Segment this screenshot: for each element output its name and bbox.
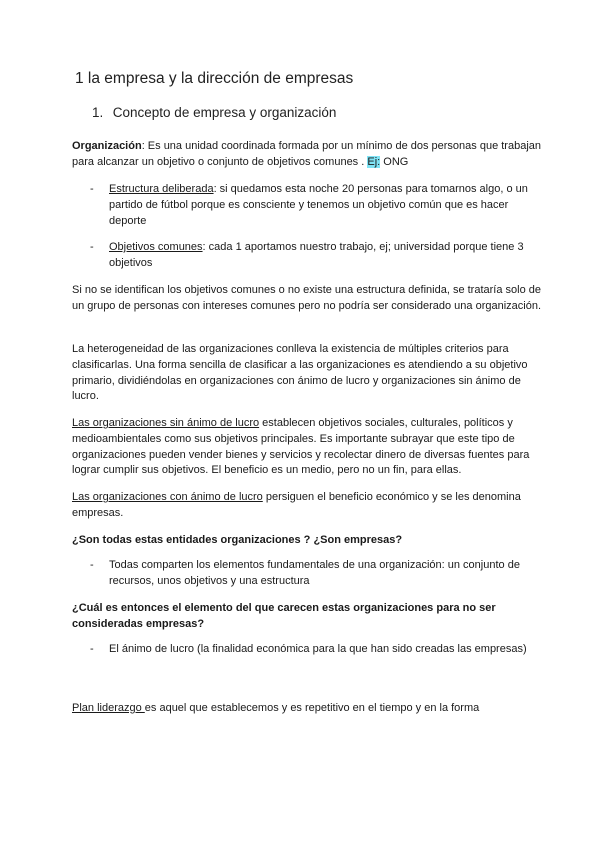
- con-lucro-term: Las organizaciones con ánimo de lucro: [72, 491, 263, 503]
- con-lucro-text: persiguen el beneficio económico y se les denomina empresas.: [72, 491, 521, 519]
- heading-2-number: 1.: [92, 105, 104, 120]
- bullet-dash: -: [90, 241, 94, 253]
- bullet-dash: -: [90, 559, 94, 571]
- sin-lucro-paragraph: [72, 416, 542, 479]
- bullet-dash: -: [90, 643, 94, 655]
- bullet-dash: -: [90, 183, 94, 195]
- si-no-paragraph: Si no se identifican los objetivos comunes o no existe una estructura definida, se trataría solo de un grupo de personas con intereses comunes pero no podría ser considerado una organización.: [72, 284, 542, 312]
- bullet-text: : cada 1 aportamos nuestro trabajo, ej; universidad porque tiene 3 objetivos: [109, 241, 524, 269]
- plan-text: es aquel que establecemos y es repetitivo en el tiempo y en la forma: [144, 702, 480, 714]
- plan-term: Plan liderazgo: [72, 702, 145, 714]
- answer-1: Todas comparten los elementos fundamentales de una organización: un conjunto de recursos, unos objetivos y una estructura: [109, 559, 520, 587]
- highlighted-text: Ej:: [367, 155, 381, 168]
- organizacion-paragraph: [72, 139, 542, 171]
- heading-2: [92, 105, 336, 120]
- bullet-term: Estructura deliberada: [109, 183, 214, 195]
- sin-lucro-text: establecen objetivos sociales, culturales, políticos y medioambientales como sus objetivos principales. Es importante subrayar que este tipo de organizaciones pueden vender bienes y servicios y recolectar dinero de diversas fuentes para lograr cumplir sus objetivos. El beneficio es un medio, pero no un fin, para ellas.: [72, 417, 530, 477]
- organizacion-term: Organización: [72, 140, 142, 152]
- heading-1: 1 la empresa y la dirección de empresas: [75, 70, 354, 87]
- question-2: ¿Cuál es entonces el elemento del que carecen estas organizaciones para no ser consideradas empresas?: [72, 602, 496, 630]
- bullet-text: : si quedamos esta noche 20 personas para tomarnos algo, o un partido de fútbol porque es consciente y tenemos un objetivo común que es hacer deporte: [109, 183, 528, 227]
- organizacion-after: ONG: [380, 155, 409, 168]
- con-lucro-paragraph: [72, 490, 542, 522]
- question-1: ¿Son todas estas entidades organizaciones ? ¿Son empresas?: [72, 534, 403, 546]
- plan-liderazgo-paragraph: [72, 701, 542, 717]
- heterogeneidad-paragraph: La heterogeneidad de las organizaciones conlleva la existencia de múltiples criterios para clasificarlas. Una forma sencilla de clasificar a las organizaciones es atendiendo a su objetivo primario, dividiéndolas en organizaciones con ánimo de lucro y organizaciones sin ánimo de lucro.: [72, 343, 528, 403]
- organizacion-text: : Es una unidad coordinada formada por un mínimo de dos personas que trabajan para alcanzar un objetivo o conjunto de objetivos comunes .: [72, 140, 542, 168]
- sin-lucro-term: Las organizaciones sin ánimo de lucro: [72, 417, 260, 429]
- bullet-term: Objetivos comunes: [109, 241, 203, 253]
- heading-2-text: Concepto de empresa y organización: [112, 105, 337, 120]
- answer-2: El ánimo de lucro (la finalidad económica para la que han sido creadas las empresas): [109, 643, 527, 655]
